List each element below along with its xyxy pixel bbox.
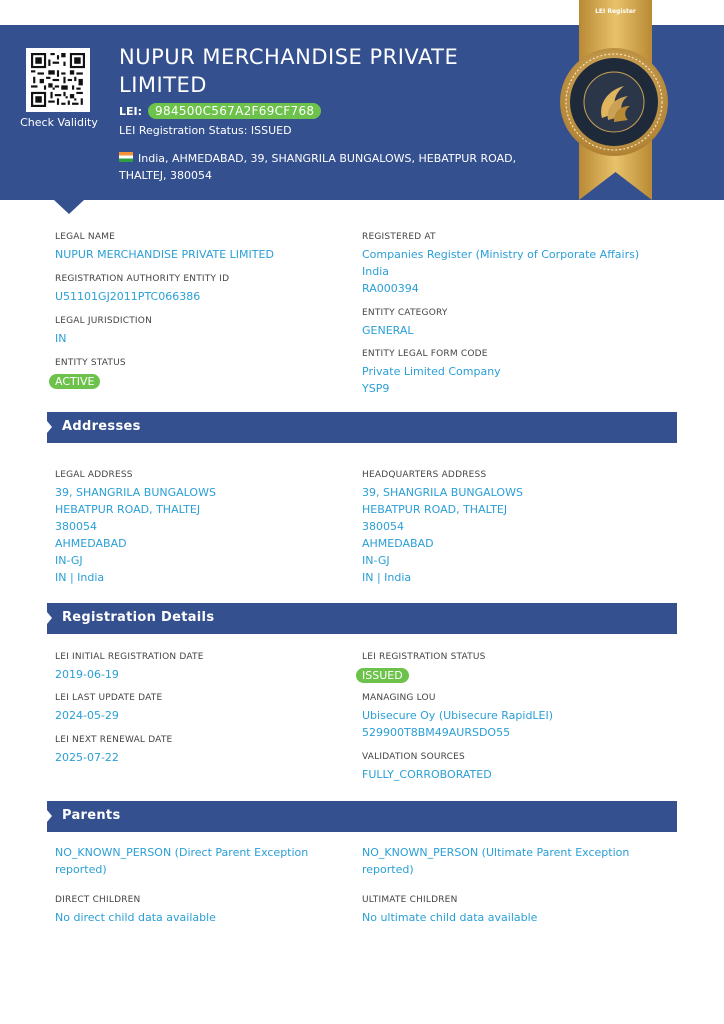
jurisdiction-label: LEGAL JURISDICTION <box>55 316 153 326</box>
legal-address-line: 39, SHANGRILA BUNGALOWS <box>55 486 216 499</box>
direct-children-value: No direct child data available <box>55 911 216 924</box>
jurisdiction-field <box>55 315 355 347</box>
legal-form-label: ENTITY LEGAL FORM CODE <box>362 349 488 359</box>
managing-lou-value <box>362 707 662 741</box>
entity-category-label: ENTITY CATEGORY <box>362 308 448 318</box>
check-validity-link[interactable]: Check Validity <box>20 116 98 129</box>
hq-address-line: 39, SHANGRILA BUNGALOWS <box>362 486 523 499</box>
section-notch <box>47 810 52 822</box>
managing-lou-line-1: Ubisecure Oy (Ubisecure RapidLEI) <box>362 709 554 722</box>
ultimate-children-field <box>362 894 662 926</box>
initial-registration-field <box>55 651 355 683</box>
initial-registration-value: 2019-06-19 <box>55 668 119 681</box>
header-pointer <box>54 200 84 214</box>
ribbon-label: LEI Register <box>595 8 636 15</box>
legal-address-label: LEGAL ADDRESS <box>55 470 133 480</box>
last-update-field <box>55 692 355 724</box>
lei-code-badge: 984500C567A2F69CF768 <box>148 103 321 119</box>
lei-label: LEI: <box>119 104 143 118</box>
legal-address-field <box>55 469 355 586</box>
lei-status-field <box>362 651 662 683</box>
hq-address-line: AHMEDABAD <box>362 537 434 550</box>
legal-address-line: AHMEDABAD <box>55 537 127 550</box>
direct-children-field <box>55 894 355 926</box>
direct-parent-field <box>55 842 355 878</box>
ra-entity-id-value: U51101GJ2011PTC066386 <box>55 290 201 303</box>
last-update-value: 2024-05-29 <box>55 709 119 722</box>
lei-status-badge: ISSUED <box>356 668 409 683</box>
header-address-text: India, AHMEDABAD, 39, SHANGRILA BUNGALOWS, HEBATPUR ROAD, THALTEJ, 380054 <box>119 152 517 182</box>
entity-status-label: ENTITY STATUS <box>55 358 126 368</box>
registration-section-title: Registration Details <box>62 610 215 625</box>
direct-parent-line-2: reported) <box>55 863 107 876</box>
ultimate-parent-line-1: NO_KNOWN_PERSON (Ultimate Parent Exception <box>362 846 630 859</box>
validation-sources-value: FULLY_CORROBORATED <box>362 768 492 781</box>
addresses-section-header <box>47 412 677 443</box>
managing-lou-field <box>362 692 662 741</box>
hq-address-value <box>362 484 662 586</box>
ultimate-children-value: No ultimate child data available <box>362 911 538 924</box>
managing-lou-label: MANAGING LOU <box>362 693 436 703</box>
registered-at-line-2: India <box>362 265 389 278</box>
hq-address-line: IN-GJ <box>362 554 390 567</box>
entity-category-value: GENERAL <box>362 324 414 337</box>
entity-status-badge: ACTIVE <box>49 374 100 389</box>
legal-address-line: IN-GJ <box>55 554 83 567</box>
legal-address-value <box>55 484 355 586</box>
company-title: NUPUR MERCHANDISE PRIVATE LIMITED <box>119 45 459 97</box>
direct-parent-line-1: NO_KNOWN_PERSON (Direct Parent Exception <box>55 846 309 859</box>
entity-status-field <box>55 357 355 389</box>
registered-at-field <box>362 231 662 297</box>
jurisdiction-value: IN <box>55 332 67 345</box>
legal-form-line-1: Private Limited Company <box>362 365 501 378</box>
hq-address-label: HEADQUARTERS ADDRESS <box>362 470 487 480</box>
section-notch <box>47 612 52 624</box>
legal-form-line-2: YSP9 <box>362 382 390 395</box>
hq-address-line: HEBATPUR ROAD, THALTEJ <box>362 503 508 516</box>
legal-form-field <box>362 348 662 397</box>
legal-name-field <box>55 231 355 263</box>
section-notch <box>47 421 52 433</box>
header-address <box>119 150 539 184</box>
registered-at-value <box>362 246 662 297</box>
legal-address-line: 380054 <box>55 520 97 533</box>
legal-name-value: NUPUR MERCHANDISE PRIVATE LIMITED <box>55 248 274 261</box>
hq-address-line: 380054 <box>362 520 404 533</box>
legal-name-label: LEGAL NAME <box>55 232 116 242</box>
lei-certificate-seal-icon <box>558 46 670 158</box>
lei-line <box>119 103 321 119</box>
legal-form-value <box>362 363 662 397</box>
qr-code[interactable] <box>26 48 90 112</box>
registered-at-label: REGISTERED AT <box>362 232 436 242</box>
registration-status-text: LEI Registration Status: ISSUED <box>119 124 292 137</box>
entity-category-field <box>362 307 662 339</box>
ultimate-children-label: ULTIMATE CHILDREN <box>362 895 458 905</box>
last-update-label: LEI LAST UPDATE DATE <box>55 693 163 703</box>
next-renewal-label: LEI NEXT RENEWAL DATE <box>55 735 173 745</box>
legal-address-line: IN | India <box>55 571 105 584</box>
ultimate-parent-field <box>362 842 662 878</box>
direct-parent-value <box>55 844 355 878</box>
india-flag-icon <box>119 152 133 162</box>
managing-lou-line-2: 529900T8BM49AURSDO55 <box>362 726 511 739</box>
addresses-section-title: Addresses <box>62 419 141 434</box>
qr-code-icon <box>31 53 85 107</box>
validation-sources-field <box>362 751 662 783</box>
direct-children-label: DIRECT CHILDREN <box>55 895 141 905</box>
validation-sources-label: VALIDATION SOURCES <box>362 752 465 762</box>
lei-status-label: LEI REGISTRATION STATUS <box>362 652 486 662</box>
next-renewal-field <box>55 734 355 766</box>
legal-address-line: HEBATPUR ROAD, THALTEJ <box>55 503 201 516</box>
parents-section-header <box>47 801 677 832</box>
registered-at-line-1: Companies Register (Ministry of Corporate Affairs) <box>362 248 640 261</box>
initial-registration-label: LEI INITIAL REGISTRATION DATE <box>55 652 204 662</box>
parents-section-title: Parents <box>62 808 121 823</box>
hq-address-field <box>362 469 662 586</box>
registered-at-line-3: RA000394 <box>362 282 419 295</box>
ultimate-parent-value <box>362 844 662 878</box>
next-renewal-value: 2025-07-22 <box>55 751 119 764</box>
ultimate-parent-line-2: reported) <box>362 863 414 876</box>
hq-address-line: IN | India <box>362 571 412 584</box>
registration-section-header <box>47 603 677 634</box>
ra-entity-id-label: REGISTRATION AUTHORITY ENTITY ID <box>55 274 230 284</box>
ra-entity-id-field <box>55 273 355 305</box>
